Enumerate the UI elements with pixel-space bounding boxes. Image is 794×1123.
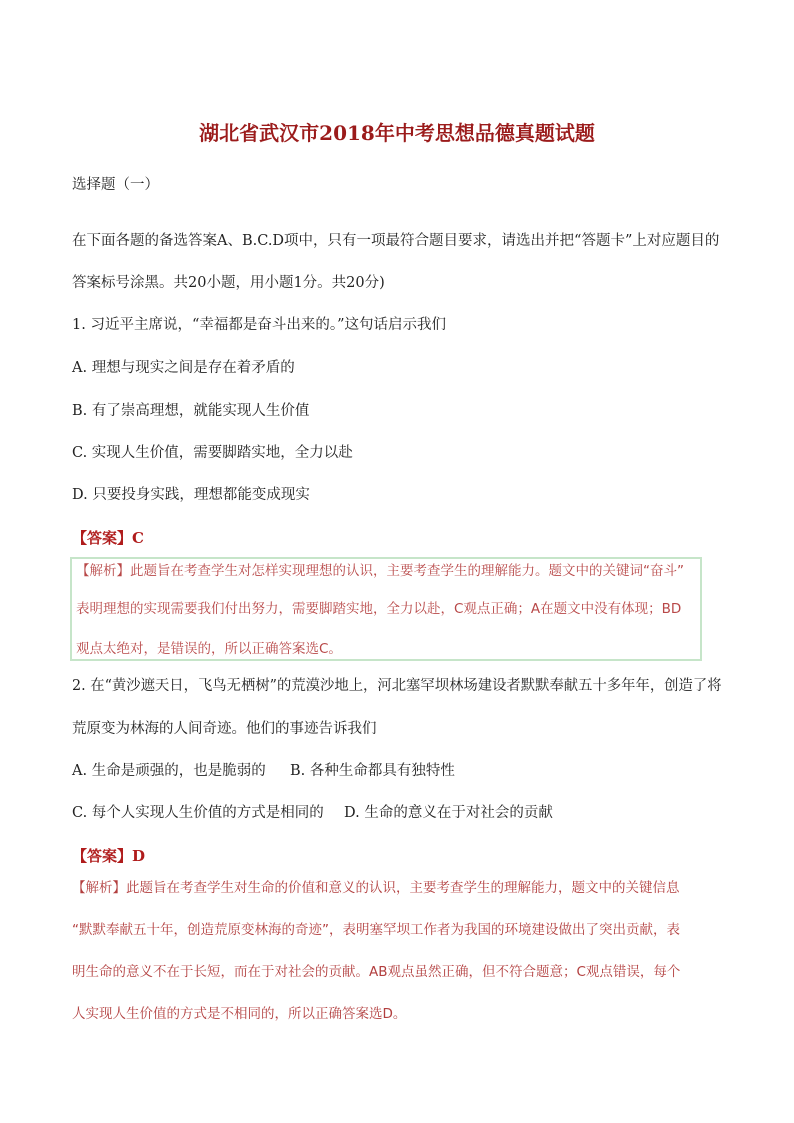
instructions-line-1: 在下面各题的备选答案A、B.C.D项中，只有一项最符合题目要求，请选出并把“答题卡”上对应题目的 [72, 233, 720, 249]
question-2-stem-line-1: 2. 在“黄沙遮天日，飞鸟无栖树”的荒漠沙地上，河北塞罕坝林场建设者默默奉献五十多年年，创造了将 [72, 678, 722, 694]
question-1-analysis-line-2: 表明理想的实现需要我们付出努力，需要脚踏实地，全力以赴，C观点正确；A在题文中没有体现；BD [76, 601, 682, 617]
page-title: 湖北省武汉市2018年中考思想品德真题试题 [199, 121, 595, 145]
question-2-option-c: C. 每个人实现人生价值的方式是相同的 [72, 805, 324, 821]
question-1-analysis-line-3: 观点太绝对，是错误的，所以正确答案选C。 [76, 641, 342, 657]
question-1-analysis-line-1: 【解析】此题旨在考查学生对怎样实现理想的认识，主要考查学生的理解能力。题文中的关键词“奋斗” [76, 563, 684, 579]
question-2-answer: 【答案】D [72, 847, 146, 865]
question-1-option-b: B. 有了崇高理想，就能实现人生价值 [72, 403, 310, 419]
question-1-option-a: A. 理想与现实之间是存在着矛盾的 [72, 360, 295, 376]
question-1-answer: 【答案】C [72, 529, 144, 547]
question-2-analysis-line-4: 人实现人生价值的方式是不相同的，所以正确答案选D。 [72, 1006, 407, 1022]
question-1-analysis-box [70, 557, 702, 661]
question-2-analysis-line-1: 【解析】此题旨在考查学生对生命的价值和意义的认识，主要考查学生的理解能力，题文中的关键信息 [72, 880, 680, 896]
question-1-option-d: D. 只要投身实践，理想都能变成现实 [72, 487, 310, 503]
question-2-analysis-line-3: 明生命的意义不在于长短，而在于对社会的贡献。AB观点虽然正确，但不符合题意；C观点错误，每个 [72, 964, 681, 980]
question-2-analysis-line-2: “默默奉献五十年，创造荒原变林海的奇迹”，表明塞罕坝工作者为我国的环境建设做出了突出贡献，表 [72, 922, 680, 938]
section-heading: 选择题（一） [72, 177, 159, 193]
question-1-option-c: C. 实现人生价值，需要脚踏实地，全力以赴 [72, 445, 353, 461]
question-2-option-a: A. 生命是顽强的，也是脆弱的 [72, 763, 266, 779]
question-2-option-b: B. 各种生命都具有独特性 [290, 763, 455, 779]
instructions-line-2: 答案标号涂黑。共20小题，用小题1分。共20分) [72, 275, 385, 291]
question-2-option-d: D. 生命的意义在于对社会的贡献 [344, 805, 553, 821]
question-1-stem: 1. 习近平主席说，“幸福都是奋斗出来的。”这句话启示我们 [72, 317, 447, 333]
question-2-stem-line-2: 荒原变为林海的人间奇迹。他们的事迹告诉我们 [72, 721, 377, 737]
